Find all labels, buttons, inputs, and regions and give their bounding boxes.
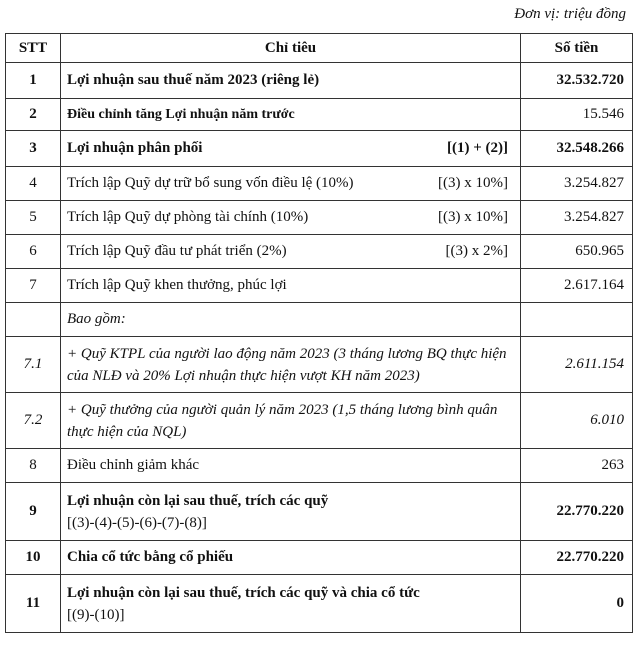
table-row — [6, 575, 633, 633]
header-desc: Chỉ tiêu — [61, 34, 521, 63]
table-row — [6, 167, 633, 201]
row-amount: 22.770.220 — [521, 541, 633, 575]
row-stt: 7.2 — [6, 393, 61, 449]
row-desc: Bao gồm: — [61, 303, 521, 337]
table-row — [6, 449, 633, 483]
table-row — [6, 541, 633, 575]
row-amount: 3.254.827 — [521, 201, 633, 235]
row-stt: 11 — [6, 575, 61, 633]
row-desc: Trích lập Quỹ dự phòng tài chính (10%) — [67, 209, 309, 225]
row-stt: 2 — [6, 99, 61, 131]
row-stt: 6 — [6, 235, 61, 269]
table-row — [6, 303, 633, 337]
row-desc: Lợi nhuận sau thuế năm 2023 (riêng lẻ) — [61, 63, 521, 99]
row-stt — [6, 303, 61, 337]
table-row — [6, 393, 633, 449]
row-desc-formula: [(9)-(10)] — [67, 606, 125, 623]
row-desc: Trích lập Quỹ dự trữ bổ sung vốn điều lệ (10%) — [67, 175, 354, 191]
row-stt: 8 — [6, 449, 61, 483]
row-amount: 0 — [521, 575, 633, 633]
row-stt: 7.1 — [6, 337, 61, 393]
row-amount: 650.965 — [521, 235, 633, 269]
row-desc: Trích lập Quỹ khen thưởng, phúc lợi — [61, 269, 521, 303]
row-stt: 5 — [6, 201, 61, 235]
row-formula: [(1) + (2)] — [446, 140, 508, 156]
profit-distribution-table — [5, 33, 633, 633]
row-stt: 7 — [6, 269, 61, 303]
row-amount: 6.010 — [521, 393, 633, 449]
unit-label: Đơn vị: triệu đồng — [514, 6, 626, 22]
header-stt: STT — [6, 34, 61, 63]
row-desc: Điều chỉnh giảm khác — [61, 449, 521, 483]
table-row — [6, 99, 633, 131]
row-stt: 9 — [6, 483, 61, 541]
table-row — [6, 63, 633, 99]
table-row — [6, 131, 633, 167]
table-row — [6, 337, 633, 393]
row-formula: [(3) x 2%] — [445, 243, 508, 259]
row-amount — [521, 303, 633, 337]
row-stt: 10 — [6, 541, 61, 575]
header-row — [6, 34, 633, 63]
row-amount: 22.770.220 — [521, 483, 633, 541]
row-desc: Điều chỉnh tăng Lợi nhuận năm trước — [61, 99, 521, 131]
row-amount: 32.548.266 — [521, 131, 633, 167]
row-desc: Trích lập Quỹ đầu tư phát triển (2%) — [67, 243, 287, 259]
row-amount: 3.254.827 — [521, 167, 633, 201]
table-row — [6, 201, 633, 235]
row-desc: Lợi nhuận còn lại sau thuế, trích các quỹ — [67, 492, 329, 509]
row-desc: Lợi nhuận còn lại sau thuế, trích các quỹ và chia cổ tức — [67, 584, 420, 601]
row-amount: 32.532.720 — [521, 63, 633, 99]
row-stt: 3 — [6, 131, 61, 167]
header-amount: Số tiền — [521, 34, 633, 63]
table-row — [6, 483, 633, 541]
table-row — [6, 269, 633, 303]
row-formula: [(3) x 10%] — [438, 209, 508, 225]
row-desc: + Quỹ KTPL của người lao động năm 2023 (3 tháng lương BQ thực hiện của NLĐ và 20% Lợi nhuận thực hiện vượt KH năm 2023) — [61, 337, 521, 393]
row-amount: 263 — [521, 449, 633, 483]
row-amount: 15.546 — [521, 99, 633, 131]
row-desc: Chia cổ tức bằng cổ phiếu — [61, 541, 521, 575]
row-amount: 2.611.154 — [521, 337, 633, 393]
row-amount: 2.617.164 — [521, 269, 633, 303]
row-desc-formula: [(3)-(4)-(5)-(6)-(7)-(8)] — [67, 514, 207, 531]
row-formula: [(3) x 10%] — [438, 175, 508, 191]
row-desc: + Quỹ thưởng của người quản lý năm 2023 (1,5 tháng lương bình quân thực hiện của NQL) — [61, 393, 521, 449]
row-desc: Lợi nhuận phân phối — [67, 140, 203, 156]
row-stt: 1 — [6, 63, 61, 99]
table-row — [6, 235, 633, 269]
row-stt: 4 — [6, 167, 61, 201]
